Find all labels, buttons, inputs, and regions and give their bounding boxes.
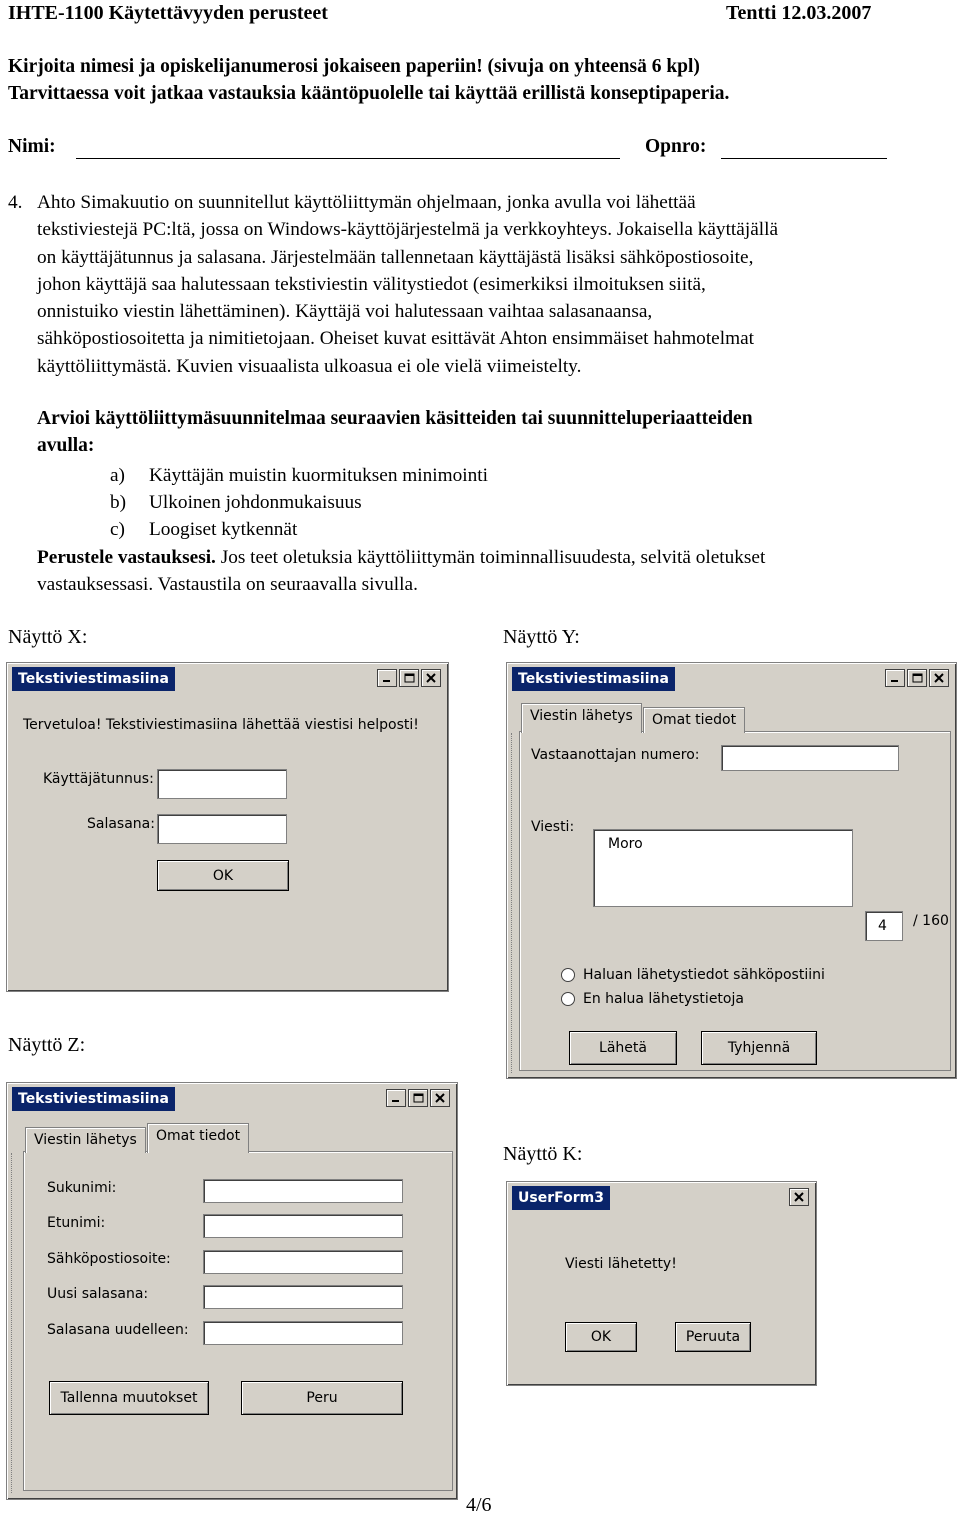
grid-dots bbox=[511, 733, 512, 1073]
criteria-marker: b) bbox=[110, 492, 127, 513]
tab-message-send[interactable]: Viestin lähetys bbox=[25, 1127, 146, 1153]
name-answer-line bbox=[76, 158, 620, 159]
char-count-max: / 160 bbox=[913, 913, 949, 929]
window-controls bbox=[789, 1188, 809, 1206]
minimize-icon[interactable] bbox=[885, 669, 905, 687]
exam-date: Tentti 12.03.2007 bbox=[726, 2, 872, 24]
message-label: Viesti: bbox=[531, 819, 575, 835]
student-number-label: Opnro: bbox=[645, 136, 707, 157]
cancel-button[interactable]: Peruuta bbox=[675, 1322, 751, 1352]
recipient-input[interactable] bbox=[721, 745, 899, 771]
screen-z-window bbox=[6, 1082, 458, 1500]
new-password-input[interactable] bbox=[203, 1285, 403, 1309]
repeat-password-label: Salasana uudelleen: bbox=[47, 1322, 189, 1338]
question-line: johon käyttäjä saa halutessaan tekstiviestin välitystiedot (esimerkiksi ilmoituksen siitä, bbox=[37, 273, 706, 295]
radio-no-receipt[interactable] bbox=[561, 992, 575, 1006]
tab-message-send[interactable]: Viestin lähetys bbox=[521, 703, 642, 733]
repeat-password-input[interactable] bbox=[203, 1321, 403, 1345]
char-count-value: 4 bbox=[878, 918, 887, 934]
welcome-text: Tervetuloa! Tekstiviestimasiina lähettää viestisi helposti! bbox=[23, 717, 419, 733]
close-icon[interactable] bbox=[929, 669, 949, 687]
password-label: Salasana: bbox=[87, 816, 155, 832]
window-title: Tekstiviestimasiina bbox=[512, 667, 675, 691]
surname-input[interactable] bbox=[203, 1179, 403, 1203]
justify-line-1 bbox=[37, 544, 765, 571]
screen-y-window bbox=[506, 662, 957, 1079]
maximize-icon[interactable] bbox=[907, 669, 927, 687]
page-number: 4/6 bbox=[466, 1494, 492, 1516]
justify-line-2: vastauksessasi. Vastaustila on seuraavalla sivulla. bbox=[37, 574, 418, 595]
instructions-line-1: Kirjoita nimesi ja opiskelijanumerosi jokaiseen paperiin! (sivuja on yhteensä 6 kpl) bbox=[8, 56, 700, 77]
surname-label: Sukunimi: bbox=[47, 1180, 117, 1196]
radio-no-receipt-label: En halua lähetystietoja bbox=[583, 991, 744, 1007]
criteria-marker: c) bbox=[110, 519, 125, 540]
char-count-field bbox=[865, 911, 903, 941]
firstname-input[interactable] bbox=[203, 1214, 403, 1238]
question-line: käyttöliittymästä. Kuvien visuaalista ulkoasua ei ole vielä viimeistelty. bbox=[37, 355, 582, 377]
clear-button[interactable]: Tyhjennä bbox=[701, 1031, 817, 1065]
new-password-label: Uusi salasana: bbox=[47, 1286, 149, 1302]
justify-bold: Perustele vastauksesi. bbox=[37, 547, 216, 568]
window-controls bbox=[386, 1089, 450, 1107]
course-title: IHTE-1100 Käytettävyyden perusteet bbox=[8, 2, 328, 24]
close-icon[interactable] bbox=[430, 1089, 450, 1107]
screen-k-window bbox=[506, 1181, 817, 1386]
minimize-icon[interactable] bbox=[386, 1089, 406, 1107]
window-title: Tekstiviestimasiina bbox=[12, 1087, 175, 1111]
criteria-text: Käyttäjän muistin kuormituksen minimointi bbox=[149, 465, 489, 486]
grid-dots bbox=[11, 1153, 12, 1493]
question-line: onnistuiko viestin lähettäminen). Käyttäjä voi halutessaan vaihtaa salasanaansa, bbox=[37, 301, 653, 323]
tab-own-info[interactable]: Omat tiedot bbox=[147, 1123, 249, 1153]
maximize-icon[interactable] bbox=[399, 669, 419, 687]
screen-y-label: Näyttö Y: bbox=[503, 626, 580, 648]
tab-own-info[interactable]: Omat tiedot bbox=[643, 707, 745, 733]
question-line: Ahto Simakuutio on suunnitellut käyttöliittymän ohjelmaan, jonka avulla voi lähettää bbox=[37, 192, 696, 213]
radio-email-receipt-label: Haluan lähetystiedot sähköpostiini bbox=[583, 967, 825, 983]
sent-message: Viesti lähetetty! bbox=[565, 1256, 677, 1272]
ok-button[interactable]: OK bbox=[565, 1322, 637, 1352]
cancel-button[interactable]: Peru bbox=[241, 1381, 403, 1415]
justify-rest: Jos teet oletuksia käyttöliittymän toiminnallisuudesta, selvitä oletukset bbox=[215, 547, 766, 568]
task-line-1: Arvioi käyttöliittymäsuunnitelmaa seuraavien käsitteiden tai suunnitteluperiaatteiden bbox=[37, 408, 753, 429]
screen-x-window bbox=[6, 662, 449, 992]
maximize-icon[interactable] bbox=[408, 1089, 428, 1107]
question-line: tekstiviestejä PC:ltä, jossa on Windows-käyttöjärjestelmä ja verkkoyhteys. Jokaisella käyttäjällä bbox=[37, 219, 779, 241]
criteria-text: Ulkoinen johdonmukaisuus bbox=[149, 492, 362, 513]
title-bar bbox=[510, 1185, 813, 1211]
message-textarea[interactable] bbox=[593, 829, 853, 907]
firstname-label: Etunimi: bbox=[47, 1215, 106, 1231]
question-line: on käyttäjätunnus ja salasana. Järjestelmään tallennetaan käyttäjästä lisäksi sähköpostiosoite, bbox=[37, 246, 754, 268]
criteria-text: Loogiset kytkennät bbox=[149, 519, 298, 540]
question-text bbox=[37, 189, 778, 380]
question-line: sähköpostiosoitetta ja nimitietojaan. Oheiset kuvat esittävät Ahton ensimmäiset hahmotelmat bbox=[37, 328, 755, 350]
message-value: Moro bbox=[608, 836, 643, 852]
username-input[interactable] bbox=[157, 769, 287, 799]
radio-email-receipt[interactable] bbox=[561, 968, 575, 982]
username-label: Käyttäjätunnus: bbox=[43, 771, 154, 787]
ok-button[interactable]: OK bbox=[157, 860, 289, 891]
task-line-2: avulla: bbox=[37, 435, 95, 456]
screen-k-label: Näyttö K: bbox=[503, 1143, 583, 1165]
close-icon[interactable] bbox=[421, 669, 441, 687]
recipient-label: Vastaanottajan numero: bbox=[531, 747, 700, 763]
email-input[interactable] bbox=[203, 1250, 403, 1274]
title-bar bbox=[510, 666, 953, 692]
close-icon[interactable] bbox=[789, 1188, 809, 1206]
window-title: Tekstiviestimasiina bbox=[12, 667, 175, 691]
name-label: Nimi: bbox=[8, 136, 56, 157]
screen-z-label: Näyttö Z: bbox=[8, 1034, 86, 1056]
student-number-answer-line bbox=[721, 158, 887, 159]
criteria-marker: a) bbox=[110, 465, 125, 486]
minimize-icon[interactable] bbox=[377, 669, 397, 687]
window-controls bbox=[377, 669, 441, 687]
window-controls bbox=[885, 669, 949, 687]
save-changes-button[interactable]: Tallenna muutokset bbox=[49, 1381, 209, 1415]
screen-x-label: Näyttö X: bbox=[8, 626, 88, 648]
instructions-line-2: Tarvittaessa voit jatkaa vastauksia kääntöpuolelle tai käyttää erillistä konseptipaperia. bbox=[8, 83, 730, 104]
title-bar bbox=[10, 1086, 454, 1112]
question-number: 4. bbox=[8, 192, 23, 213]
email-label: Sähköpostiosoite: bbox=[47, 1251, 171, 1267]
send-button[interactable]: Lähetä bbox=[569, 1031, 677, 1065]
window-title: UserForm3 bbox=[512, 1186, 610, 1210]
title-bar bbox=[10, 666, 445, 692]
password-input[interactable] bbox=[157, 814, 287, 844]
